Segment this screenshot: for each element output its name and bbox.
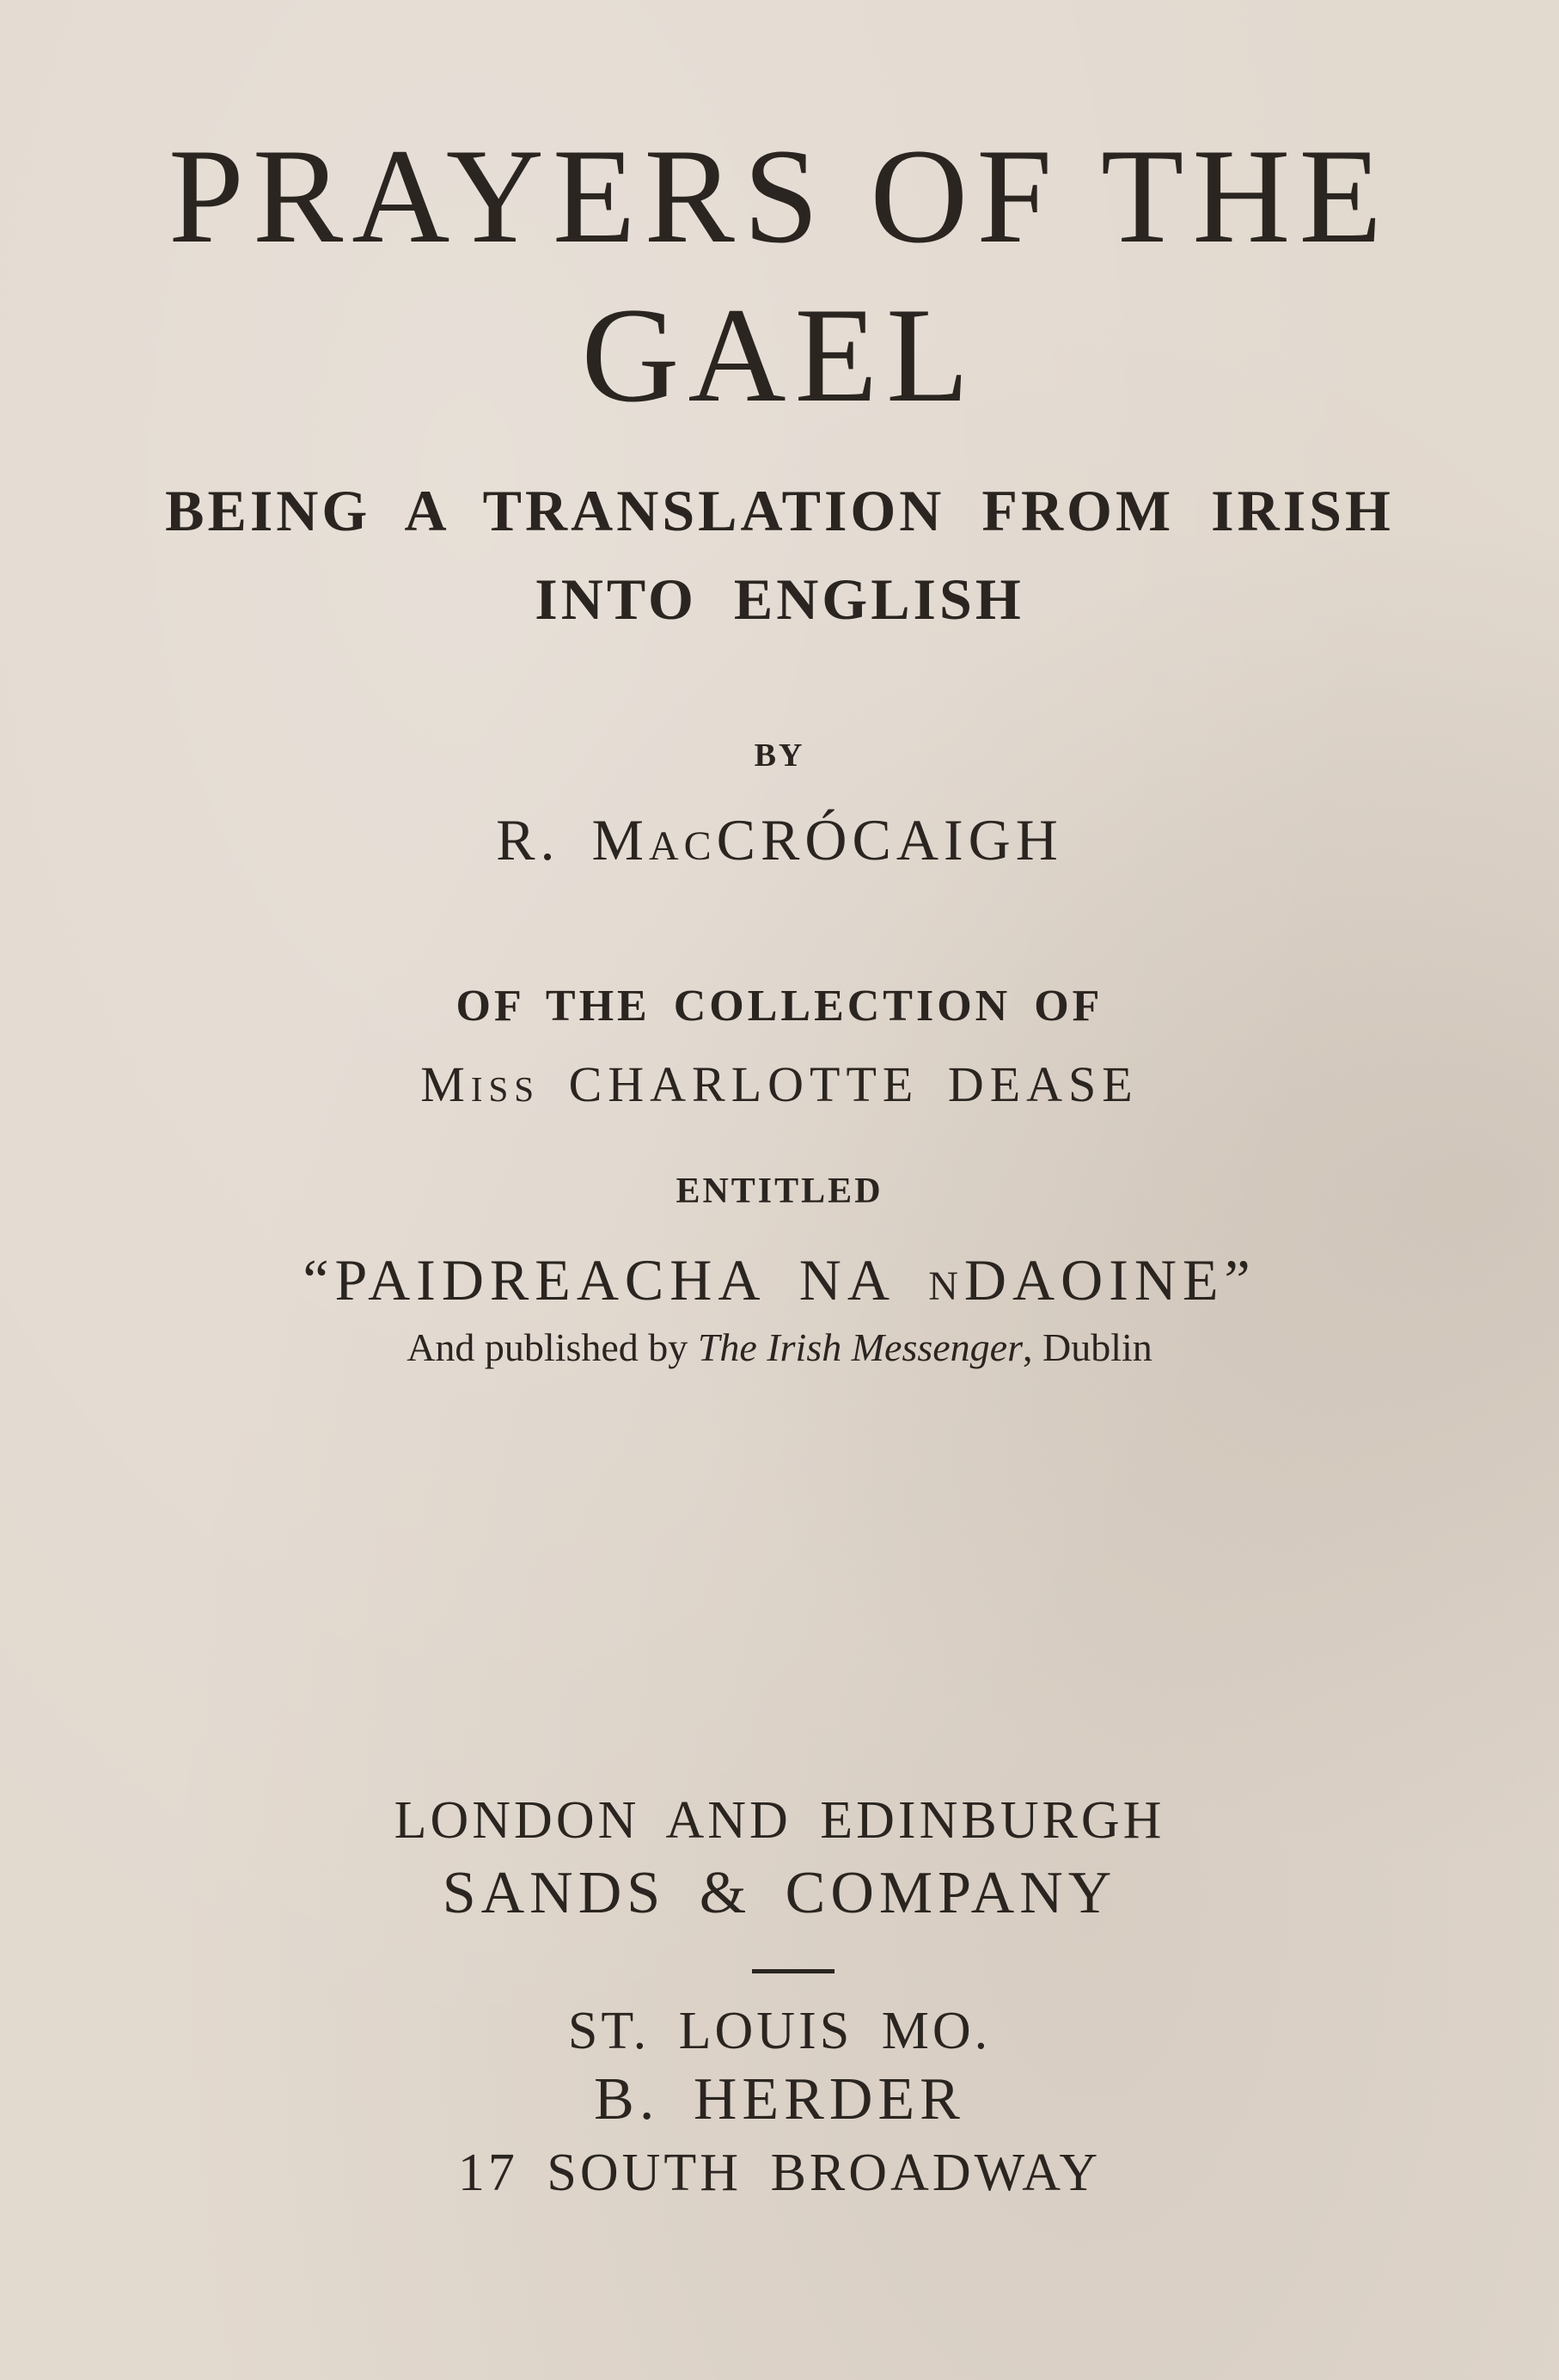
subtitle-line-1: BEING A TRANSLATION FROM IRISH xyxy=(165,478,1394,543)
collection-intro: OF THE COLLECTION OF xyxy=(455,982,1104,1031)
publisher-cities: LONDON AND EDINBURGH xyxy=(394,1791,1165,1850)
us-publisher-name: B. HERDER xyxy=(594,2066,965,2132)
collection-owner: Miss CHARLOTTE DEASE xyxy=(420,1056,1139,1112)
book-title-line-2: GAEL xyxy=(581,280,978,431)
entitled-label: ENTITLED xyxy=(676,1172,883,1211)
published-by xyxy=(0,1325,1559,1369)
book-title-line-1: PRAYERS OF THE xyxy=(168,121,1391,272)
author-name: R. MacCRÓCAIGH xyxy=(496,807,1063,872)
work-title: “PAIDREACHA NA nDAOINE” xyxy=(303,1247,1256,1312)
by-label: BY xyxy=(754,737,805,774)
publisher-name: SANDS & COMPANY xyxy=(442,1860,1117,1926)
subtitle-line-2: INTO ENGLISH xyxy=(535,566,1024,632)
us-publisher-city: ST. LOUIS MO. xyxy=(567,2002,992,2060)
published-prefix: And published by xyxy=(407,1325,698,1369)
publisher-divider xyxy=(752,1969,835,1973)
published-suffix: , Dublin xyxy=(1023,1325,1152,1369)
publication-name: The Irish Messenger xyxy=(697,1325,1023,1369)
us-publisher-address: 17 SOUTH BROADWAY xyxy=(457,2144,1102,2202)
